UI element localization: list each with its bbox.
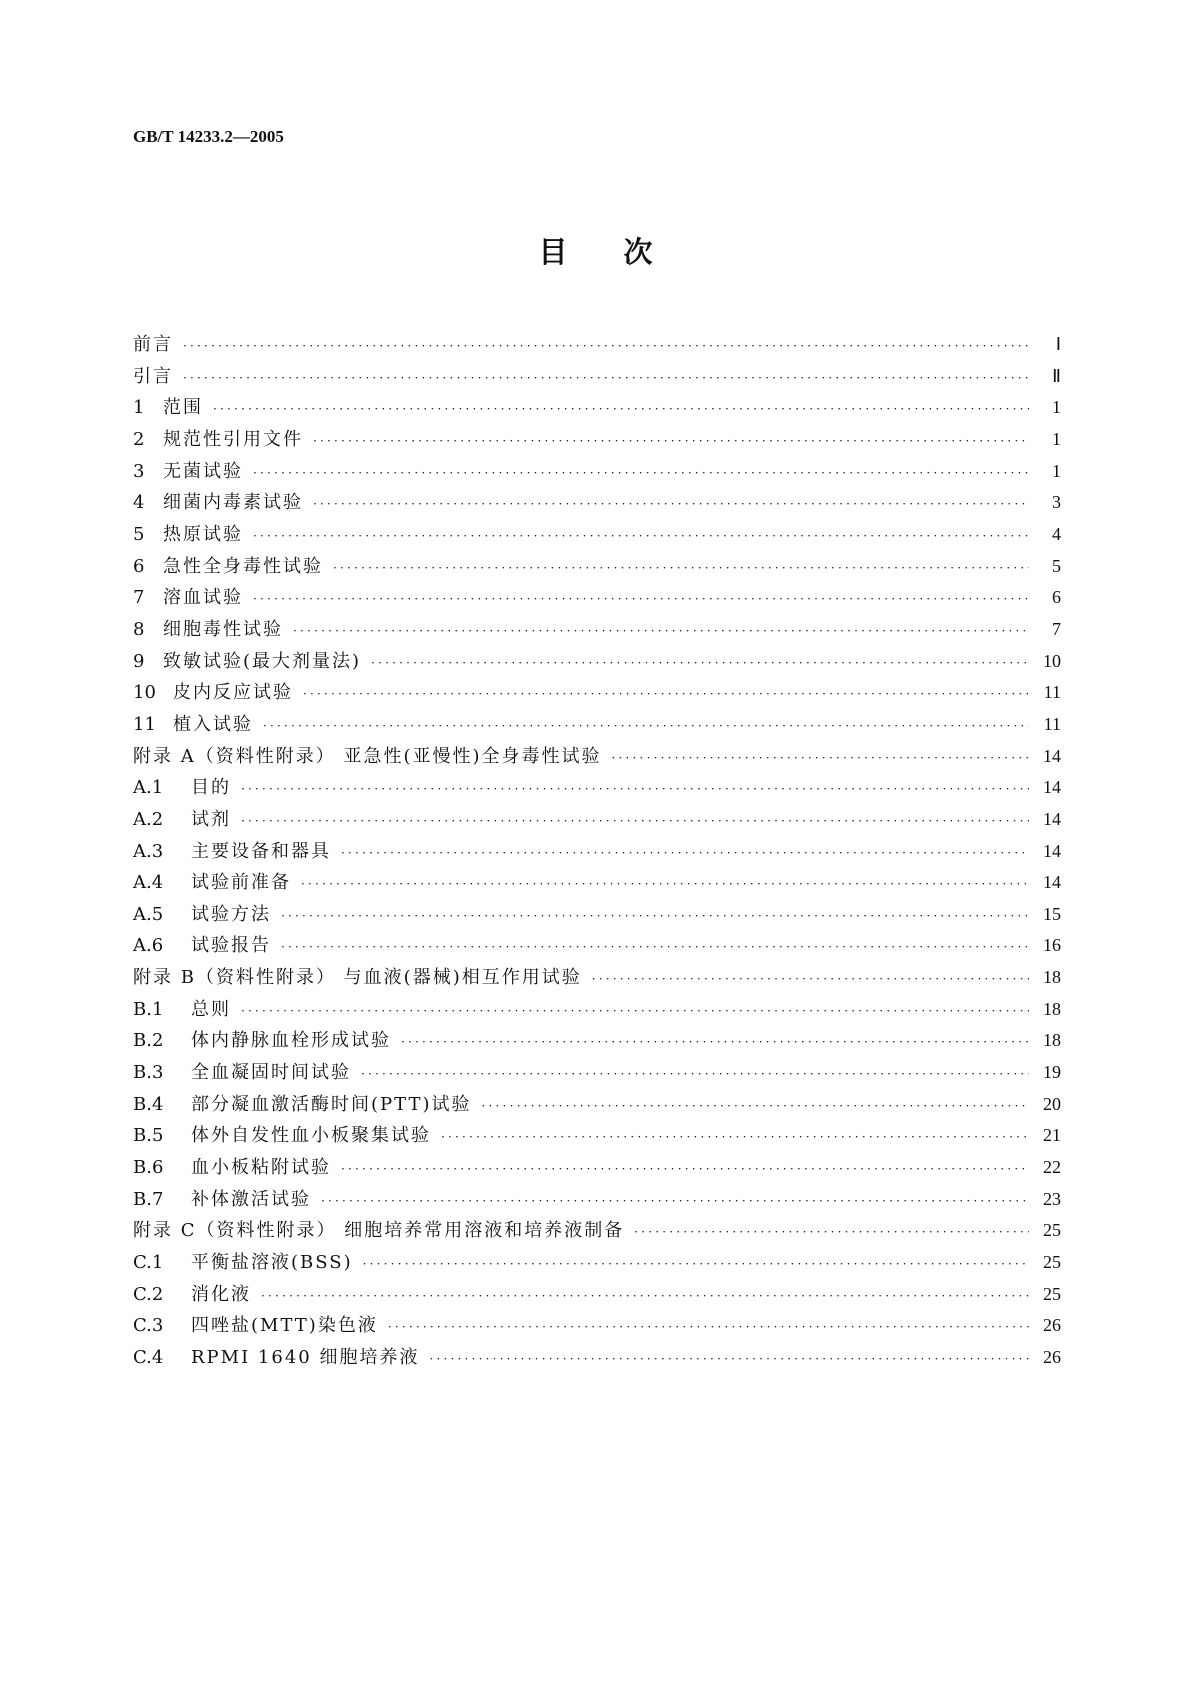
toc-entry-page: 25 (1043, 1220, 1061, 1241)
toc-entry-page: 22 (1043, 1157, 1061, 1178)
toc-entry-label: 四唑盐(MTT)染色液 (191, 1315, 378, 1337)
dot-leader (241, 782, 1029, 796)
toc-entry-label: 总则 (191, 998, 231, 1020)
toc-entry-number: 7 (133, 587, 145, 609)
toc-entry[interactable] (133, 710, 1061, 742)
toc-entry-page: 25 (1043, 1283, 1061, 1304)
dot-leader (361, 1067, 1029, 1081)
toc-entry-number: A.2 (133, 808, 164, 830)
toc-entry[interactable] (133, 1121, 1061, 1153)
toc-entry-label: 急性全身毒性试验 (163, 555, 323, 577)
dot-leader (341, 846, 1029, 860)
toc-entry[interactable] (133, 552, 1061, 584)
dot-leader (253, 592, 1029, 606)
toc-entry-label: 前言 (133, 334, 173, 355)
toc-entry-page: 14 (1043, 745, 1061, 766)
toc-entry[interactable] (133, 520, 1061, 552)
dot-leader (441, 1130, 1029, 1144)
toc-entry[interactable] (133, 837, 1061, 869)
toc-entry-label: 无菌试验 (163, 460, 243, 482)
dot-leader (261, 1289, 1029, 1303)
toc-entry[interactable] (133, 1026, 1061, 1058)
dot-leader (313, 434, 1029, 448)
dot-leader (321, 1194, 1029, 1208)
toc-entry[interactable] (133, 488, 1061, 520)
toc-entry[interactable] (133, 742, 1061, 774)
dot-leader (281, 940, 1029, 954)
toc-entry-label: 植入试验 (173, 713, 253, 735)
toc-entry-label: 主要设备和器具 (191, 840, 331, 862)
toc-entry-page: 14 (1043, 777, 1061, 798)
toc-entry-number: A.1 (133, 777, 164, 799)
dot-leader (281, 909, 1029, 923)
toc-entry-page: 5 (1052, 555, 1061, 576)
dot-leader (371, 656, 1029, 670)
dot-leader (612, 751, 1030, 765)
toc-entry-page: 1 (1052, 397, 1061, 418)
toc-entry-page: 19 (1043, 1062, 1061, 1083)
toc-entry-number: 1 (133, 397, 145, 419)
toc-entry-page: 26 (1043, 1315, 1061, 1336)
toc-entry[interactable] (133, 805, 1061, 837)
toc-entry[interactable] (133, 362, 1061, 394)
dot-leader (241, 1004, 1029, 1018)
toc-entry-label: 致敏试验(最大剂量法) (163, 650, 362, 672)
dot-leader (263, 719, 1029, 733)
dot-leader (213, 402, 1029, 416)
toc-entry-page: Ⅱ (1052, 365, 1061, 386)
dot-leader (303, 687, 1029, 701)
toc-entry-label: 附录 A（资料性附录） 亚急性(亚慢性)全身毒性试验 (133, 745, 602, 767)
toc-entry-number: C.4 (133, 1347, 164, 1368)
toc-entry-number: A.5 (133, 903, 164, 925)
toc-entry-label: 试验前准备 (191, 872, 291, 894)
toc-entry-label: 补体激活试验 (191, 1188, 311, 1210)
dot-leader (183, 371, 1029, 385)
dot-leader (241, 814, 1029, 828)
toc-entry-page: 11 (1043, 713, 1061, 734)
toc-entry[interactable] (133, 1216, 1061, 1248)
toc-entry-number: 2 (133, 428, 145, 450)
toc-entry-page: 16 (1043, 935, 1061, 956)
toc-entry-label: 平衡盐溶液(BSS) (191, 1252, 353, 1274)
dot-leader (388, 1320, 1029, 1334)
toc-entry-page: 26 (1043, 1347, 1061, 1367)
toc-entry-page: 14 (1043, 840, 1061, 861)
toc-entry-label: 附录 C（资料性附录） 细胞培养常用溶液和培养液制备 (133, 1220, 625, 1242)
toc-entry-label: 试验方法 (191, 903, 271, 925)
toc-entry[interactable] (133, 1311, 1061, 1343)
toc-entry[interactable] (133, 1248, 1061, 1280)
toc-entry-page: 10 (1043, 650, 1061, 671)
toc-entry-page: 14 (1043, 808, 1061, 829)
toc-entry-label: 皮内反应试验 (173, 682, 293, 704)
dot-leader (429, 1352, 1029, 1366)
toc-entry-page: Ⅰ (1055, 334, 1061, 354)
toc-entry[interactable] (133, 615, 1061, 647)
table-of-contents (133, 330, 1061, 1375)
toc-entry[interactable] (133, 1185, 1061, 1217)
toc-entry-number: A.4 (133, 872, 164, 894)
toc-entry-label: 试剂 (191, 808, 231, 830)
toc-entry-page: 18 (1043, 998, 1061, 1019)
toc-entry-label: 细菌内毒素试验 (163, 492, 303, 514)
toc-entry-label: 规范性引用文件 (163, 428, 303, 450)
toc-entry-label: RPMI 1640 细胞培养液 (191, 1347, 420, 1368)
toc-entry[interactable] (133, 1280, 1061, 1312)
dot-leader (401, 1035, 1029, 1049)
toc-entry[interactable] (133, 647, 1061, 679)
toc-entry-page: 6 (1052, 587, 1061, 608)
toc-entry-number: B.6 (133, 1157, 164, 1179)
toc-entry[interactable] (133, 1153, 1061, 1185)
toc-entry-label: 部分凝血激活酶时间(PTT)试验 (191, 1093, 472, 1115)
dot-leader (363, 1257, 1029, 1271)
toc-entry-page: 21 (1043, 1125, 1061, 1146)
toc-entry-page: 25 (1043, 1252, 1061, 1273)
dot-leader (293, 624, 1029, 638)
toc-entry[interactable] (133, 393, 1061, 425)
standard-number: GB/T 14233.2—2005 (133, 127, 284, 146)
dot-leader (634, 1225, 1029, 1239)
toc-entry-page: 1 (1052, 428, 1061, 449)
toc-entry[interactable] (133, 963, 1061, 995)
toc-entry-number: 4 (133, 492, 145, 514)
toc-entry-number: 3 (133, 460, 145, 482)
toc-entry-label: 目的 (191, 777, 231, 799)
toc-entry-number: B.7 (133, 1188, 164, 1210)
toc-entry-number: 9 (133, 650, 145, 672)
dot-leader (301, 877, 1029, 891)
toc-entry-page: 18 (1043, 1030, 1061, 1051)
toc-entry[interactable] (133, 425, 1061, 457)
toc-entry[interactable] (133, 330, 1061, 362)
dot-leader (253, 466, 1029, 480)
toc-entry-number: C.1 (133, 1252, 164, 1274)
toc-entry[interactable] (133, 900, 1061, 932)
toc-entry[interactable] (133, 1090, 1061, 1122)
toc-entry-label: 范围 (163, 397, 203, 419)
toc-entry-label: 溶血试验 (163, 587, 243, 609)
toc-entry-number: 8 (133, 618, 145, 640)
toc-entry-page: 1 (1052, 460, 1061, 481)
toc-entry[interactable] (133, 868, 1061, 900)
toc-entry-number: 6 (133, 555, 145, 577)
toc-entry[interactable] (133, 583, 1061, 615)
toc-entry-number: B.5 (133, 1125, 164, 1147)
toc-entry-label: 全血凝固时间试验 (191, 1062, 351, 1084)
toc-entry[interactable] (133, 995, 1061, 1027)
toc-entry[interactable] (133, 678, 1061, 710)
toc-entry-number: A.6 (133, 935, 164, 957)
toc-entry-label: 血小板粘附试验 (191, 1157, 331, 1179)
toc-entry-label: 体外自发性血小板聚集试验 (191, 1125, 431, 1147)
toc-entry-page: 23 (1043, 1188, 1061, 1209)
toc-entry[interactable] (133, 1058, 1061, 1090)
toc-entry-number: C.2 (133, 1283, 164, 1305)
toc-entry-number: B.3 (133, 1062, 164, 1084)
dot-leader (341, 1162, 1029, 1176)
toc-entry-number: 5 (133, 523, 145, 545)
toc-entry[interactable] (133, 1343, 1061, 1375)
toc-entry-number: C.3 (133, 1315, 164, 1337)
page-title: 目次 (538, 235, 709, 269)
toc-entry-number: 10 (133, 682, 156, 704)
dot-leader (313, 497, 1029, 511)
dot-leader (482, 1099, 1029, 1113)
toc-entry-page: 20 (1043, 1093, 1061, 1114)
toc-entry-number: B.2 (133, 1030, 164, 1052)
toc-entry-page: 18 (1043, 967, 1061, 988)
toc-entry-label: 体内静脉血栓形成试验 (191, 1030, 391, 1052)
toc-entry-page: 7 (1052, 618, 1061, 639)
toc-entry-number: A.3 (133, 840, 164, 862)
toc-entry-label: 附录 B（资料性附录） 与血液(器械)相互作用试验 (133, 967, 582, 989)
toc-entry-label: 引言 (133, 365, 173, 387)
toc-entry[interactable] (133, 457, 1061, 489)
toc-entry-label: 热原试验 (163, 523, 243, 545)
toc-entry-page: 14 (1043, 872, 1061, 893)
toc-entry[interactable] (133, 931, 1061, 963)
toc-entry-page: 4 (1052, 523, 1061, 544)
toc-entry-number: B.4 (133, 1093, 164, 1115)
toc-entry-number: B.1 (133, 998, 164, 1020)
toc-entry[interactable] (133, 773, 1061, 805)
dot-leader (333, 561, 1029, 575)
toc-entry-label: 试验报告 (191, 935, 271, 957)
toc-entry-label: 细胞毒性试验 (163, 618, 283, 640)
toc-entry-label: 消化液 (191, 1283, 251, 1305)
toc-entry-page: 15 (1043, 903, 1061, 924)
toc-entry-page: 3 (1052, 492, 1061, 513)
dot-leader (592, 972, 1029, 986)
toc-entry-number: 11 (133, 713, 156, 735)
dot-leader (183, 339, 1029, 353)
dot-leader (253, 529, 1029, 543)
toc-entry-page: 11 (1043, 682, 1061, 703)
